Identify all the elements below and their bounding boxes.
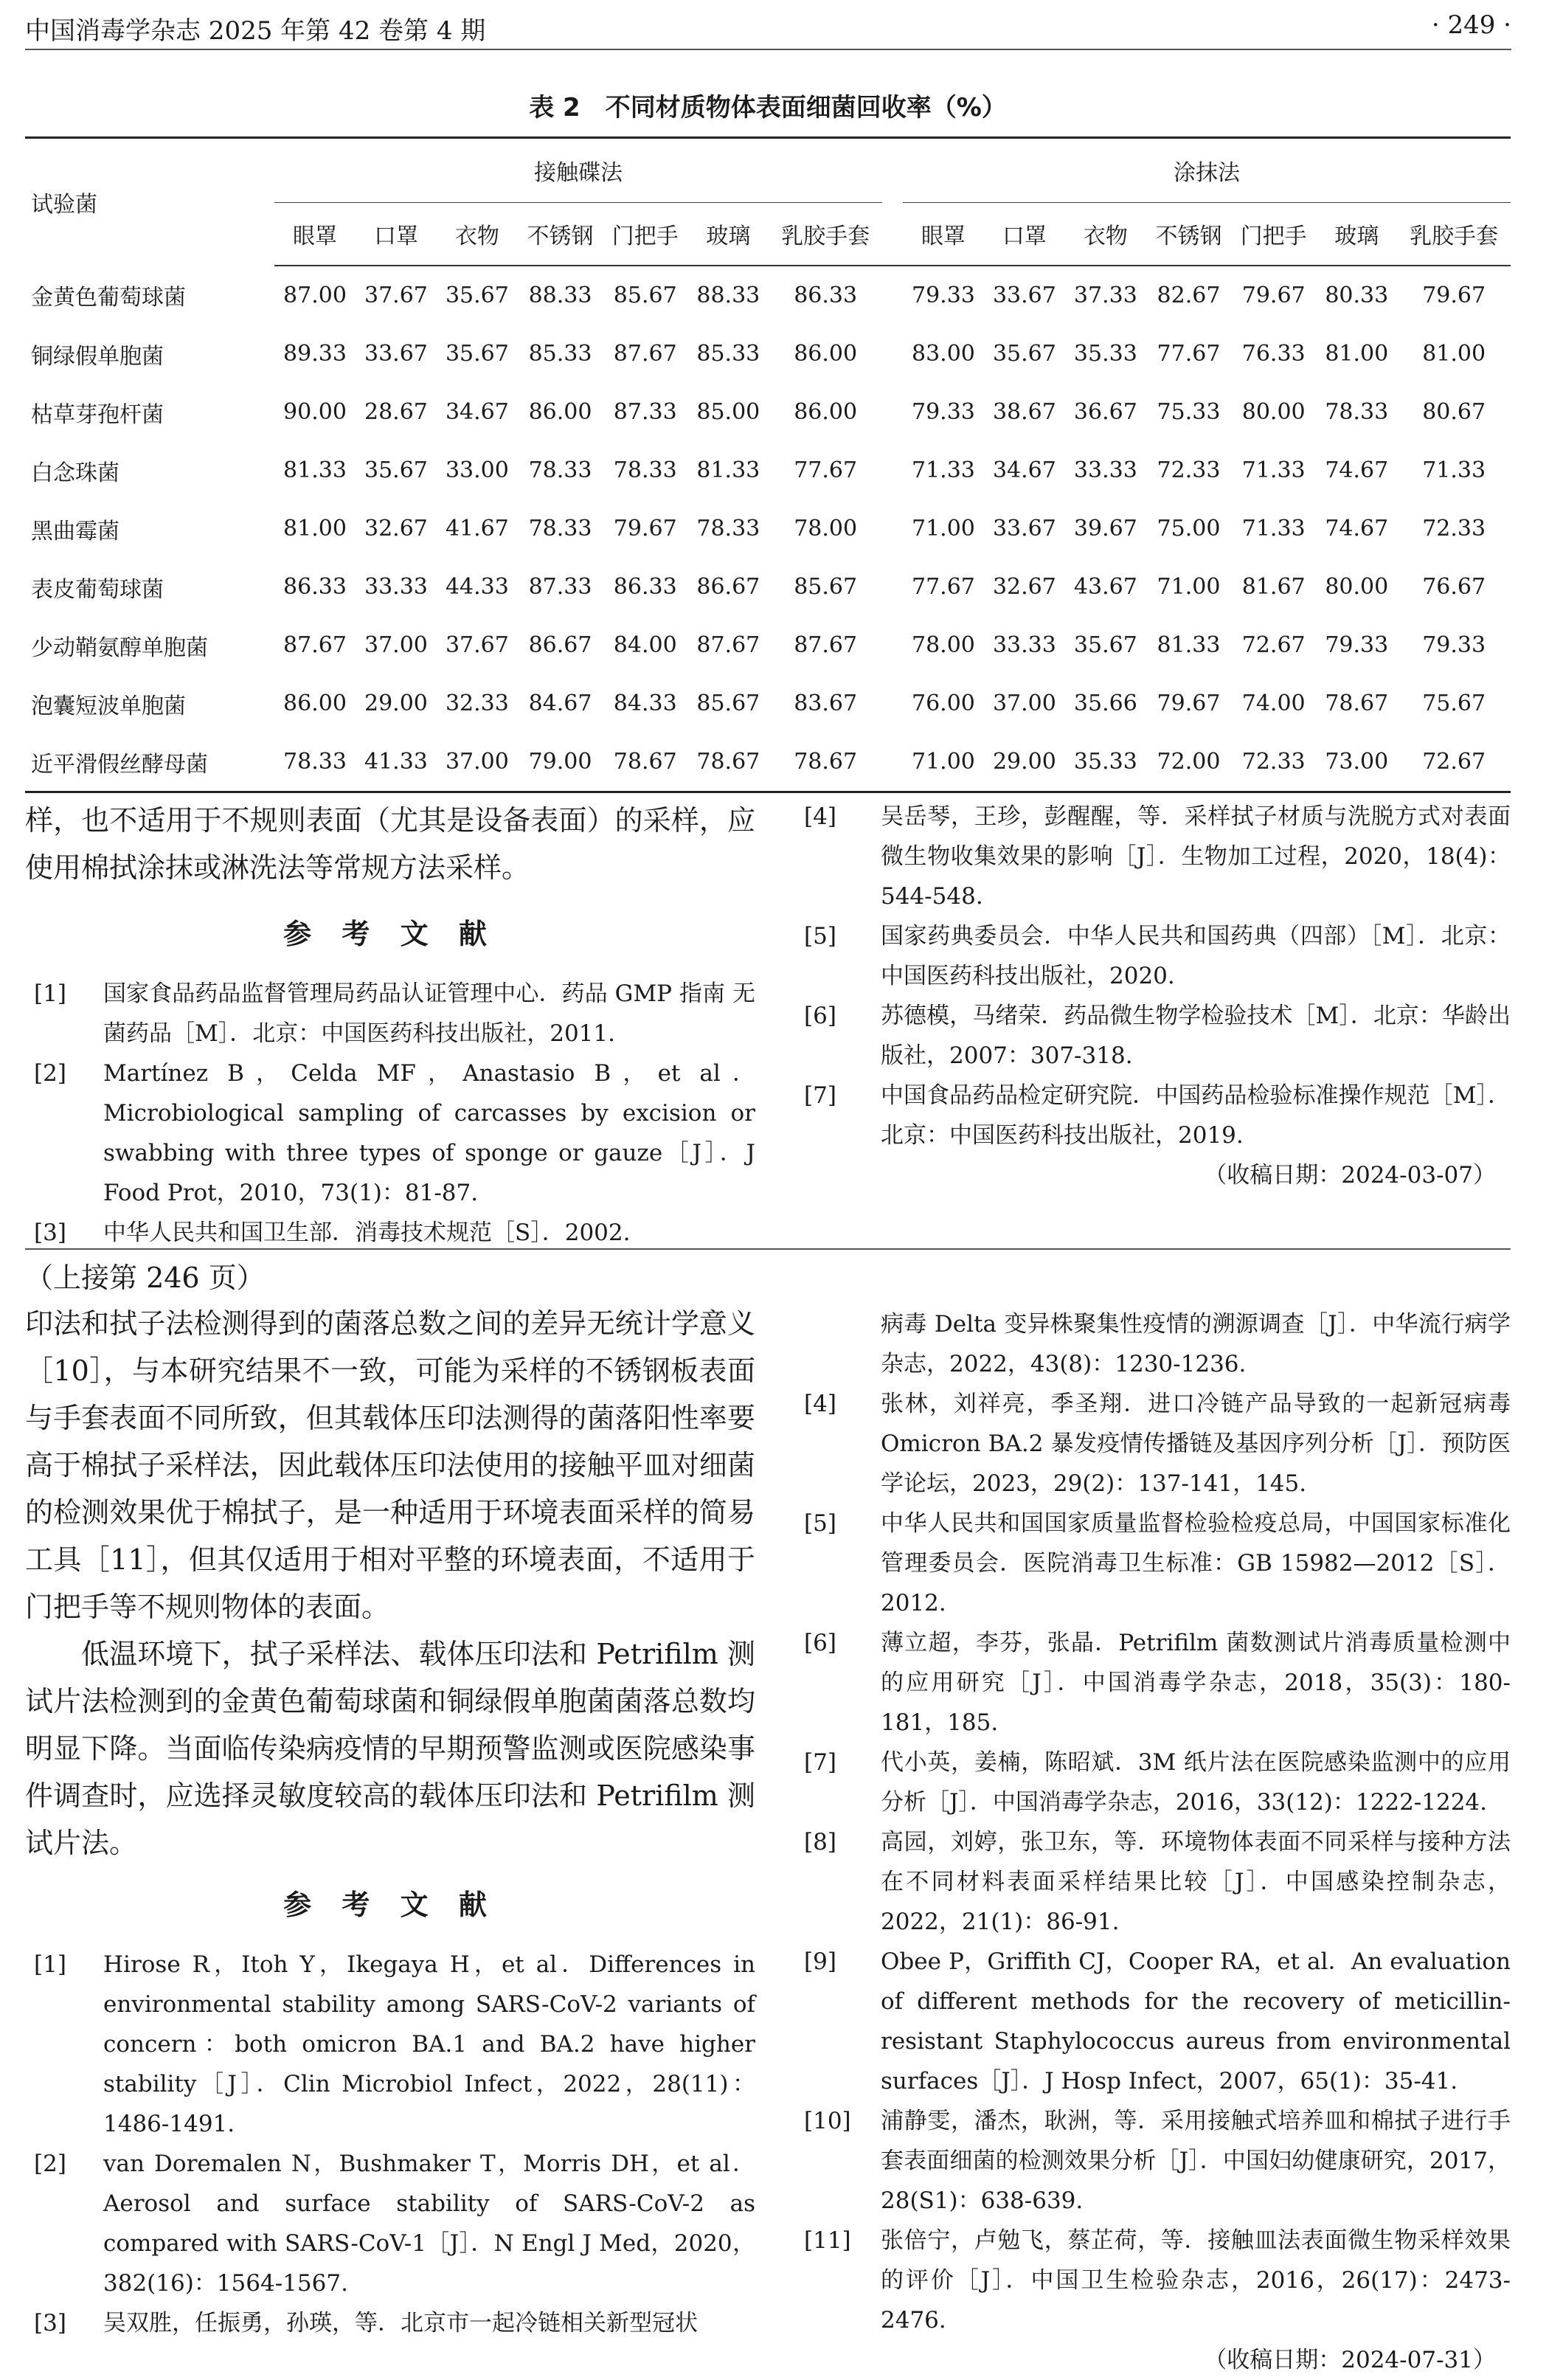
table-cell: 39.67 [1073,516,1137,542]
reference-item [804,2101,1511,2221]
contact-plate-col-header: 门把手 [603,203,687,266]
swab-col-header: 不锈钢 [1146,203,1231,266]
strain-name: 表皮葡萄球菌 [31,576,164,603]
strain-name: 白念珠菌 [31,460,119,486]
table-cell: 81.00 [1422,341,1486,367]
page-header [25,7,1511,50]
table-cell: 81.33 [1157,632,1221,658]
table-cell: 87.33 [528,574,592,600]
reference-text: Hirose R，Itoh Y，Ikegaya H，et al．Differences in environmental stability among SARS-CoV-2 variants of concern：both omicron BA.1 and BA.2 have higher stability［J］．Clin Microbiol Infect，2022，28(11)：1486-1491. [103,1951,755,2137]
table-cell: 78.33 [274,733,356,792]
reference-number: [7] [804,1749,836,1776]
table-cell: 78.33 [528,516,592,542]
lower-left-refs [25,1945,755,2343]
table-cell: 76.00 [911,691,975,716]
table-cell: 35.33 [1073,341,1137,367]
table-cell: 83.00 [911,341,975,367]
table-cell: 72.33 [1157,457,1221,483]
reference-number: [10] [804,2108,851,2134]
journal-title: 中国消毒学杂志 2025 年第 42 卷第 4 期 [25,16,486,46]
reference-number: [1] [34,980,66,1007]
table-cell: 86.00 [794,399,858,425]
table-cell: 86.00 [794,341,858,367]
table-cell: 71.33 [1241,457,1306,483]
reference-item [25,1054,755,1213]
table-2 [25,87,1511,793]
table-cell: 79.67 [1241,283,1306,308]
table-cell: 86.00 [283,691,347,716]
table-cell: 32.67 [992,574,1056,600]
table-cell: 33.00 [445,457,509,483]
reference-number: [6] [804,1630,836,1656]
table-cell: 78.67 [603,733,687,792]
reference-text: Martínez B，Celda MF，Anastasio B，et al．Microbiological sampling of carcasses by excision or swabbing with three types of sponge or gauze［J］．J Food Prot，2010，73(1)：81-87. [103,1060,755,1206]
table-cell: 87.33 [613,399,677,425]
table-cell: 79.67 [1422,283,1486,308]
lower-received-date: （收稿日期：2024-07-31） [1204,2347,1496,2373]
reference-number: [2] [34,1060,66,1087]
reference-number: [1] [34,1951,66,1978]
table-cell: 78.67 [769,733,882,792]
swab-col-header: 衣物 [1065,203,1146,266]
table-cell: 87.67 [696,632,760,658]
reference-text: van Doremalen N，Bushmaker T，Morris DH，et al．Aerosol and surface stability of SARS-CoV-2 as compared with SARS-CoV-1［J］．N Engl J Med，2020，382(16)：1564-1567. [103,2151,755,2297]
reference-item [804,1504,1511,1623]
table-row [25,616,1511,674]
table-cell: 38.67 [992,399,1056,425]
table-row [25,383,1511,441]
reference-item [804,2221,1511,2340]
table-title: 表 2 不同材质物体表面细菌回收率（%） [529,93,1007,122]
reference-item [25,974,755,1054]
table-cell: 81.00 [283,516,347,542]
table-cell: 33.33 [364,574,428,600]
lower-right-column [804,1304,1511,2380]
table-cell: 33.33 [992,632,1056,658]
reference-item [804,1304,1511,1384]
table-cell: 72.33 [1231,733,1316,792]
upper-right-refs [804,797,1511,1155]
reference-number: [4] [804,803,836,830]
table-cell: 80.00 [1241,399,1306,425]
table-cell: 72.67 [1397,733,1511,792]
lower-paragraph-1: 印法和拭子法检测得到的菌落总数之间的差异无统计学意义［10］，与本研究结果不一致，可能为采样的不锈钢板表面与手套表面不同所致，但其载体压印法测得的菌落阳性率要高于棉拭子采样法，因此载体压印法使用的接触平皿对细菌的检测效果优于棉拭子，是一种适用于环境表面采样的简易工具［11］，但其仅适用于相对平整的环境表面，不适用于门把手等不规则物体的表面。 [25,1307,755,1623]
table-row [25,674,1511,733]
table-cell: 37.33 [1073,283,1137,308]
table-cell: 35.67 [364,457,428,483]
group-header-contact-plate: 接触碟法 [274,138,882,203]
table-cell: 37.00 [437,733,518,792]
table-cell: 90.00 [283,399,347,425]
reference-text: 中国食品药品检定研究院．中国药品检验标准操作规范［M］．北京：中国医药科技出版社，2019. [881,1082,1511,1149]
table-cell: 34.67 [992,457,1056,483]
reference-item [804,916,1511,996]
contact-plate-col-header: 乳胶手套 [769,203,882,266]
table-cell: 34.67 [445,399,509,425]
table-cell: 79.33 [911,283,975,308]
reference-item [804,1822,1511,1942]
continued-from-label: （上接第 246 页） [25,1262,265,1294]
table-cell: 86.67 [696,574,760,600]
table-cell: 79.67 [1157,691,1221,716]
contact-plate-col-header: 不锈钢 [518,203,603,266]
lower-refs-heading: 参 考 文 献 [283,1889,497,1921]
strain-name: 近平滑假丝酵母菌 [25,733,274,792]
table-cell: 84.67 [528,691,592,716]
row-header: 试验菌 [25,138,274,266]
table-cell: 35.67 [445,283,509,308]
lower-paragraph-2: 低温环境下，拭子采样法、载体压印法和 Petrifilm 测试片法检测到的金黄色葡萄球菌和铜绿假单胞菌菌落总数均明显下降。当面临传染病疫情的早期预警监测或医院感染事件调查时，应选择灵敏度较高的载体压印法和 Petrifilm 测试片法。 [25,1638,755,1859]
table-row [25,499,1511,558]
table-cell: 33.67 [364,341,428,367]
reference-number: [9] [804,1948,836,1975]
reference-text: 国家食品药品监督管理局药品认证管理中心．药品 GMP 指南 无菌药品［M］．北京：中国医药科技出版社，2011. [103,980,755,1047]
swab-col-header: 眼罩 [903,203,984,266]
table-cell: 35.67 [1073,632,1137,658]
table-cell: 87.00 [283,283,347,308]
reference-item [25,2144,755,2303]
reference-text: 吴双胜，任振勇，孙瑛，等．北京市一起冷链相关新型冠状 [103,2310,698,2336]
table-cell: 37.67 [364,283,428,308]
table-cell: 81.00 [1325,341,1389,367]
table-cell: 78.67 [687,733,769,792]
table-cell: 84.00 [613,632,677,658]
strain-name: 黑曲霉菌 [31,518,119,544]
table-cell: 72.33 [1422,516,1486,542]
table-cell: 36.67 [1073,399,1137,425]
reference-number: [11] [804,2227,851,2254]
table-cell: 86.67 [528,632,592,658]
table-cell: 79.67 [613,516,677,542]
table-cell: 77.67 [1157,341,1221,367]
table-cell: 35.33 [1065,733,1146,792]
table-cell: 74.00 [1241,691,1306,716]
table-row [25,733,1511,792]
table-cell: 88.33 [696,283,760,308]
reference-text: 苏德模，马绪荣．药品微生物学检验技术［M］．北京：华龄出版社，2007：307-318. [881,1003,1511,1069]
reference-item [25,2303,755,2343]
table-cell: 75.00 [1157,516,1221,542]
reference-number: [3] [34,1220,66,1246]
table-cell: 32.67 [364,516,428,542]
group-header-swab: 涂抹法 [903,138,1511,203]
section-divider [25,1248,1511,1250]
swab-col-header: 门把手 [1231,203,1316,266]
table-cell: 80.33 [1325,283,1389,308]
table-cell: 86.33 [613,574,677,600]
contact-plate-col-header: 眼罩 [274,203,356,266]
table-cell: 76.67 [1422,574,1486,600]
table-cell: 78.33 [613,457,677,483]
table-cell: 71.00 [1157,574,1221,600]
table-cell: 76.33 [1241,341,1306,367]
table-row [25,558,1511,616]
table-cell: 29.00 [364,691,428,716]
table-cell: 75.67 [1422,691,1486,716]
table-cell: 85.33 [696,341,760,367]
upper-left-text: 样，也不适用于不规则表面（尤其是设备表面）的采样，应使用棉拭涂抹或淋洗法等常规方法采样。 [25,804,755,884]
table-cell: 87.67 [613,341,677,367]
reference-text: 国家药典委员会．中华人民共和国药典（四部）［M］．北京：中国医药科技出版社，2020. [881,923,1511,989]
table-cell: 87.67 [283,632,347,658]
reference-item [804,1623,1511,1743]
reference-text: 高园，刘婷，张卫东，等．环境物体表面不同采样与接种方法在不同材料表面采样结果比较［J］．中国感染控制杂志，2022，21(1)：86-91. [881,1829,1511,1935]
table-cell: 78.00 [794,516,858,542]
reference-number: [5] [804,1510,836,1537]
reference-text: 病毒 Delta 变异株聚集性疫情的溯源调查［J］．中华流行病学杂志，2022，43(8)：1230-1236. [881,1311,1511,1377]
table-cell: 71.00 [911,516,975,542]
table-cell: 74.67 [1325,457,1389,483]
reference-text: 张林，刘祥亮，季圣翔．进口冷链产品导致的一起新冠病毒 Omicron BA.2 暴发疫情传播链及基因序列分析［J］．预防医学论坛，2023，29(2)：137-141，145. [881,1391,1511,1497]
table-cell: 85.67 [794,574,858,600]
table-cell: 86.33 [283,574,347,600]
contact-plate-col-header: 玻璃 [687,203,769,266]
table-cell: 81.33 [283,457,347,483]
reference-text: 浦静雯，潘杰，耿洲，等．采用接触式培养皿和棉拭子进行手套表面细菌的检测效果分析［J］．中国妇幼健康研究，2017，28(S1)：638-639. [881,2108,1511,2214]
table-cell: 85.00 [696,399,760,425]
reference-number: [7] [804,1082,836,1109]
recovery-rate-table [25,136,1511,793]
table-cell: 28.67 [364,399,428,425]
table-cell: 85.67 [696,691,760,716]
table-cell: 78.67 [1325,691,1389,716]
table-cell: 35.67 [992,341,1056,367]
table-row [25,441,1511,499]
table-cell: 37.00 [364,632,428,658]
table-cell: 80.67 [1422,399,1486,425]
table-cell: 71.33 [911,457,975,483]
reference-item [804,1743,1511,1822]
lower-left-column [25,1256,755,2343]
strain-name: 金黄色葡萄球菌 [31,285,186,311]
swab-col-header: 口罩 [984,203,1065,266]
table-cell: 78.00 [911,632,975,658]
swab-col-header: 玻璃 [1316,203,1397,266]
table-cell: 78.33 [1325,399,1389,425]
table-cell: 41.33 [356,733,437,792]
table-cell: 43.67 [1073,574,1137,600]
reference-number: [4] [804,1391,836,1417]
table-cell: 71.00 [903,733,984,792]
table-cell: 84.33 [613,691,677,716]
reference-text: 吴岳琴，王珍，彭醒醒，等．采样拭子材质与洗脱方式对表面微生物收集效果的影响［J］．生物加工过程，2020，18(4)：544-548. [881,803,1511,910]
table-cell: 85.33 [528,341,592,367]
table-cell: 32.33 [445,691,509,716]
table-cell: 79.33 [1422,632,1486,658]
table-cell: 85.67 [613,283,677,308]
table-cell: 79.33 [911,399,975,425]
table-cell: 79.33 [1325,632,1389,658]
reference-number: [5] [804,923,836,949]
contact-plate-col-header: 衣物 [437,203,518,266]
reference-number: [8] [804,1829,836,1855]
table-cell: 72.00 [1146,733,1231,792]
reference-text: 代小英，姜楠，陈昭斌．3M 纸片法在医院感染监测中的应用分析［J］．中国消毒学杂志，2016，33(12)：1222-1224. [881,1749,1511,1816]
lower-right-refs [804,1304,1511,2340]
table-cell: 78.33 [696,516,760,542]
reference-number: [6] [804,1003,836,1029]
reference-text: 薄立超，李芬，张晶．Petrifilm 菌数测试片消毒质量检测中的应用研究［J］．中国消毒学杂志，2018，35(3)：180-181，185. [881,1630,1511,1736]
table-row [25,266,1511,325]
reference-number: [3] [34,2310,66,2336]
strain-name: 枯草芽孢杆菌 [31,401,164,428]
table-cell: 37.00 [992,691,1056,716]
table-cell: 75.33 [1157,399,1221,425]
reference-text: 中华人民共和国国家质量监督检验检疫总局，中国国家标准化管理委员会．医院消毒卫生标准：GB 15982—2012［S］．2012. [881,1510,1511,1616]
reference-item [804,1384,1511,1504]
reference-text: Obee P，Griffith CJ，Cooper RA，et al．An evaluation of different methods for the recovery of meticillin-resistant Staphylococcus aureus from environmental surfaces［J］．J Hosp Infect，2007，65(1)：35-41. [881,1948,1511,2094]
table-cell: 86.33 [794,283,858,308]
table-cell: 81.33 [696,457,760,483]
table-cell: 83.67 [794,691,858,716]
table-cell: 87.67 [794,632,858,658]
table-cell: 44.33 [445,574,509,600]
table-cell: 35.67 [445,341,509,367]
table-cell: 77.67 [794,457,858,483]
table-cell: 33.67 [992,516,1056,542]
reference-item [25,1945,755,2144]
table-cell: 35.66 [1073,691,1137,716]
reference-item [804,1076,1511,1155]
upper-refs-heading: 参 考 文 献 [283,918,497,950]
contact-plate-col-header: 口罩 [356,203,437,266]
reference-item [804,797,1511,916]
strain-name: 泡囊短波单胞菌 [31,693,186,719]
table-cell: 88.33 [528,283,592,308]
table-cell: 78.33 [528,457,592,483]
table-cell: 77.67 [911,574,975,600]
table-cell: 71.33 [1422,457,1486,483]
table-cell: 72.67 [1241,632,1306,658]
swab-col-header: 乳胶手套 [1397,203,1511,266]
strain-name: 铜绿假单胞菌 [31,343,164,370]
table-cell: 79.00 [518,733,603,792]
reference-item [25,1213,755,1253]
table-cell: 29.00 [984,733,1065,792]
table-cell: 37.67 [445,632,509,658]
upper-left-refs [25,974,755,1253]
upper-received-date: （收稿日期：2024-03-07） [1204,1162,1496,1189]
table-row [25,325,1511,383]
reference-text: 张倍宁，卢勉飞，蔡芷荷，等．接触皿法表面微生物采样效果的评价［J］．中国卫生检验杂志，2016，26(17)：2473-2476. [881,2227,1511,2334]
reference-item [804,1942,1511,2101]
page-number: · 249 · [1431,10,1511,40]
table-cell: 89.33 [283,341,347,367]
table-cell: 71.33 [1241,516,1306,542]
table-cell: 81.67 [1241,574,1306,600]
reference-text: 中华人民共和国卫生部．消毒技术规范［S］．2002. [103,1220,631,1246]
table-cell: 73.00 [1316,733,1397,792]
strain-name: 少动鞘氨醇单胞菌 [31,634,208,661]
table-cell: 80.00 [1325,574,1389,600]
reference-item [804,996,1511,1076]
reference-number: [2] [34,2151,66,2177]
table-cell: 41.67 [445,516,509,542]
table-cell: 33.33 [1073,457,1137,483]
table-cell: 33.67 [992,283,1056,308]
table-cell: 86.00 [528,399,592,425]
table-cell: 82.67 [1157,283,1221,308]
upper-right-column [804,797,1511,1195]
table-cell: 74.67 [1325,516,1389,542]
upper-left-column [25,797,755,1253]
